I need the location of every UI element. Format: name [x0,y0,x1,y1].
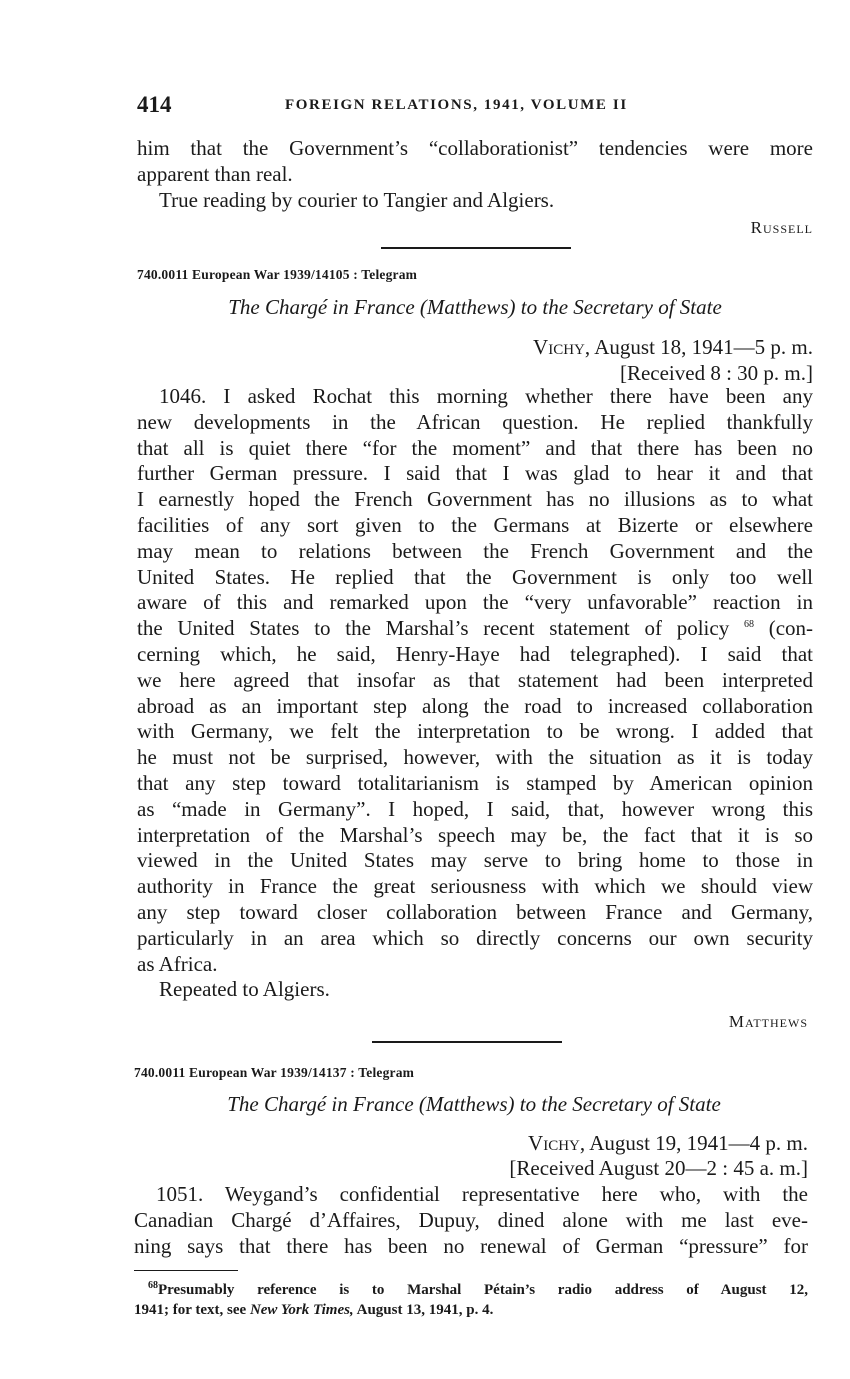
text-line-with-footnote [137,616,813,642]
text-line: 1046. I asked Rochat this morning whether there have been any [159,384,813,408]
dateline [400,1131,808,1156]
text-line: as Africa. [137,951,218,976]
footnote [134,1280,808,1320]
dateline-date: August 18, 1941—5 p. m. [594,335,813,359]
telegram-body [134,1182,808,1259]
text-line: him that the Government’s “collaborationist” tendencies were more [137,136,813,160]
text-segment: (con- [768,616,814,641]
page-header [137,92,817,122]
text-line: ning says that there has been no renewal of German “pressure” for [134,1233,808,1258]
text-line: cerning which, he said, Henry-Haye had telegraphed). I said that [137,641,813,666]
text-line: aware of this and remarked upon the “very unfavorable” reaction in [137,590,813,615]
text-segment: Presumably reference is to Marshal Pétain’s radio address of August 12, [158,1282,808,1298]
text-line: I earnestly hoped the French Government has no illusions as to what [137,487,813,512]
received-time: [Received August 20—2 : 45 a. m.] [509,1156,808,1180]
text-line: apparent than real. [137,161,293,186]
text-line: United States. He replied that the Government is only too well [137,564,813,589]
footnote-marker: 68 [743,619,754,631]
text-line: abroad as an important step along the road to increased collaboration [137,693,813,718]
text-line: that any step toward totalitarianism is stamped by American opinion [137,770,813,795]
text-line: may mean to relations between the French Government and the [137,538,813,563]
received-time: [Received 8 : 30 p. m.] [619,361,813,385]
running-head: FOREIGN RELATIONS, 1941, VOLUME II [285,97,628,113]
text-segment: August 13, 1941, p. 4. [356,1302,494,1318]
text-line: facilities of any sort given to the Germans at Bizerte or elsewhere [137,512,813,537]
telegram-body [137,384,813,1003]
dateline [400,335,813,360]
text-line: interpretation of the Marshal’s speech may be, the fact that it is so [137,822,813,847]
text-line: he must not be surprised, however, with the situation as it is today [137,745,813,770]
routing-note: True reading by courier to Tangier and Algiers. [159,187,555,212]
signature-matthews: Matthews [728,1012,808,1031]
signature-russell: Russell [750,218,813,237]
dateline-place: Vichy, [528,1131,586,1155]
file-reference: 740.0011 European War 1939/14137 : Telegram [134,1065,415,1080]
text-segment: the United States to the Marshal’s recent statement of policy [137,616,730,641]
footnote-rule [134,1270,238,1271]
text-line: particularly in an area which so directly concerns our own security [137,925,813,950]
document-title: The Chargé in France (Matthews) to the Secretary of State [228,295,722,319]
text-line: as “made in Germany”. I hoped, I said, that, however wrong this [137,796,813,821]
text-line: viewed in the United States may serve to bring home to those in [137,848,813,873]
footnote-line [134,1280,808,1300]
text-line: with Germany, we felt the interpretation to be wrong. I added that [137,719,813,744]
text-line: 1051. Weygand’s confidential representative here who, with the [156,1182,808,1206]
page-number: 414 [137,92,172,117]
dateline-place: Vichy, [533,335,591,359]
text-line: any step toward closer collaboration between France and Germany, [137,899,813,924]
section-divider [372,1041,562,1043]
text-segment: 1941; for text, see [134,1302,247,1318]
text-line: we here agreed that insofar as that statement had been interpreted [137,667,813,692]
section-divider [381,247,571,249]
footnote-number: 68 [148,1280,158,1291]
text-line: that all is quiet there “for the moment” and that there has been no [137,435,813,460]
publication-title: New York Times, [249,1302,354,1318]
footnote-line [134,1300,808,1320]
routing-note: Repeated to Algiers. [159,977,330,1002]
file-reference: 740.0011 European War 1939/14105 : Telegram [137,267,418,282]
document-title: The Chargé in France (Matthews) to the Secretary of State [227,1092,721,1116]
dateline-date: August 19, 1941—4 p. m. [589,1131,808,1155]
text-line: further German pressure. I said that I was glad to hear it and that [137,461,813,486]
text-line: new developments in the African question. He replied thankfully [137,409,813,434]
text-line: Canadian Chargé d’Affaires, Dupuy, dined alone with me last eve- [134,1207,808,1232]
text-line: authority in France the great seriousness with which we should view [137,874,813,899]
carryover-paragraph [137,136,813,213]
